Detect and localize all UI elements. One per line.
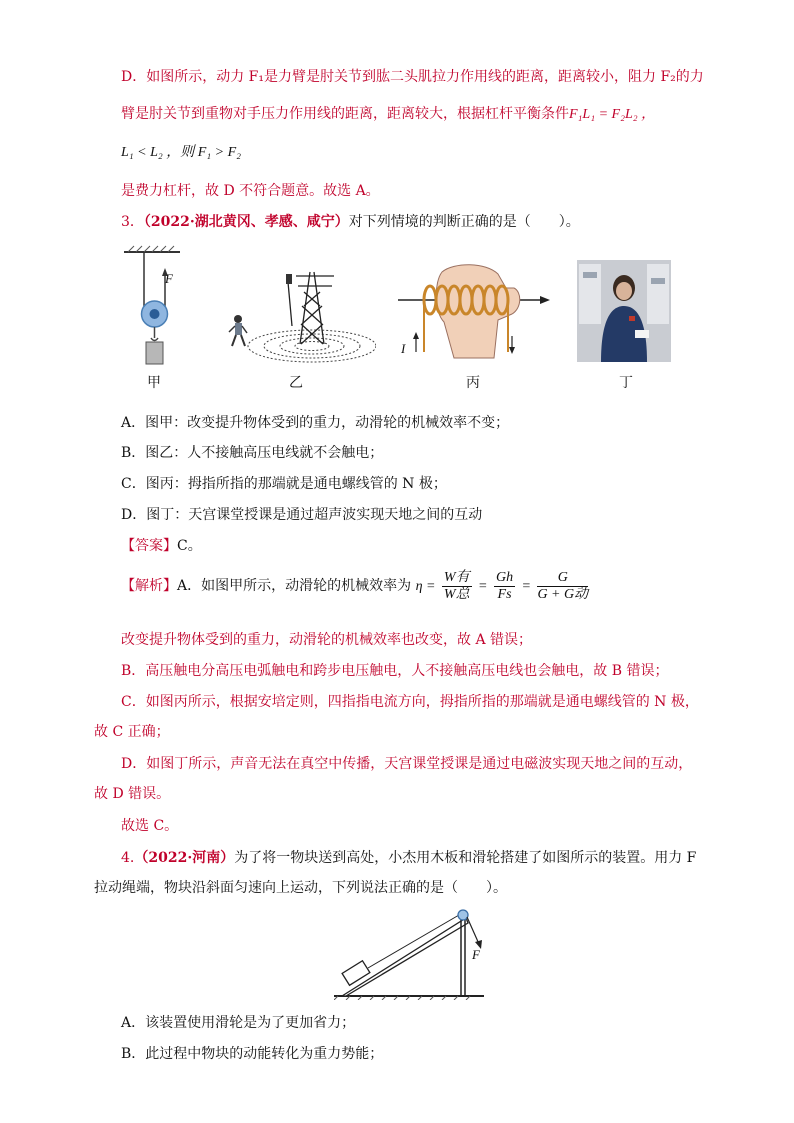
pulley-figure: [120, 244, 190, 370]
question-source: （2022·河南）: [134, 850, 235, 866]
option-d: D．图丁：天宫课堂授课是通过超声波实现天地之间的互动: [121, 507, 483, 523]
answer-value: C。: [177, 538, 202, 554]
option-a: A．图甲：改变提升物体受到的重力，动滑轮的机械效率不变；: [121, 415, 510, 431]
explanation-line: [121, 104, 655, 125]
answer-line: [121, 536, 202, 556]
fraction-g: $\frac{G}{\text{G + G动}}$: [537, 569, 589, 602]
lever-formula: F₁L₁ = F₂L₂ ，: [569, 107, 656, 122]
answer-tag: 【答案】: [121, 538, 177, 554]
option-a: A．该装置使用滑轮是为了更加省力；: [121, 1015, 356, 1031]
question-text: 为了将一物块送到高处，小杰用木板和滑轮搭建了如图所示的装置。用力 F: [234, 850, 697, 866]
conclusion: 故选 C。: [121, 818, 179, 834]
analysis-b: B．高压触电分高压电弧触电和跨步电压触电，人不接触高压电线也会触电，故 B 错误；: [121, 663, 669, 679]
equals-sign: =: [521, 579, 531, 594]
force-label: F: [472, 947, 480, 962]
analysis-a2: 改变提升物体受到的重力，动滑轮的机械效率也改变，故 A 错误；: [121, 632, 533, 648]
explanation-line: D．如图所示，动力 F₁是力臂是肘关节到肱二头肌拉力作用线的距离，距离较小，阻力 F₂的力: [121, 69, 704, 85]
force-label: F: [165, 271, 173, 286]
figure-caption-yi: 乙: [289, 375, 303, 391]
question-4-stem-2: 拉动绳端，物块沿斜面匀速向上运动，下列说法正确的是（ ）。: [94, 880, 507, 896]
question-number: 4.: [121, 850, 135, 866]
power-tower-figure: [216, 262, 376, 366]
solenoid-hand-figure: [394, 262, 554, 368]
question-4-stem: [121, 848, 696, 868]
analysis-c1: C．如图丙所示，根据安培定则，四指指电流方向，拇指所指的那端就是通电螺线管的 N 极，: [121, 694, 699, 710]
analysis-line-a: [121, 568, 590, 605]
current-label: I: [401, 341, 406, 356]
explanation-line: 是费力杠杆，故 D 不符合题意。故选 A。: [121, 183, 380, 199]
analysis-d1: D．如图丁所示，声音无法在真空中传播，天宫课堂授课是通过电磁波实现天地之间的互动，: [121, 756, 693, 772]
analysis-c2: 故 C 正确；: [94, 724, 170, 740]
analysis-tag: 【解析】: [121, 578, 177, 594]
question-source: （2022·湖北黄冈、孝感、咸宁）: [143, 214, 349, 230]
figure-caption-ding: 丁: [619, 375, 633, 391]
figure-caption-jia: 甲: [147, 375, 161, 391]
fraction-gh-fs: $\frac{Gh}{Fs}$: [495, 569, 514, 602]
figure-caption-bing: 丙: [466, 375, 480, 391]
option-c: C．图丙：拇指所指的那端就是通电螺线管的 N 极；: [121, 476, 447, 492]
lever-inequality: L₁ < L₂ ，则 F₁ > F₂: [121, 145, 242, 160]
efficiency-symbol: η =: [415, 579, 436, 594]
equals-sign: =: [478, 579, 488, 594]
analysis-text: A．如图甲所示，动滑轮的机械效率为: [177, 578, 412, 594]
option-b: B．图乙：人不接触高压电线就不会触电；: [121, 445, 384, 461]
incline-pulley-figure: [334, 906, 490, 1000]
analysis-d2: 故 D 错误。: [94, 786, 171, 802]
astronaut-photo: [577, 260, 671, 362]
question-3-stem: [121, 212, 580, 232]
question-number: 3．: [121, 214, 144, 230]
option-b: B．此过程中物块的动能转化为重力势能；: [121, 1046, 384, 1062]
explanation-text: 臂是肘关节到重物对手压力作用线的距离，距离较大，根据杠杆平衡条件: [121, 106, 569, 122]
fraction-work: $\frac{\text{W有}}{\text{W总}}$: [443, 569, 470, 602]
question-text: 对下列情境的判断正确的是（ ）。: [348, 214, 580, 230]
